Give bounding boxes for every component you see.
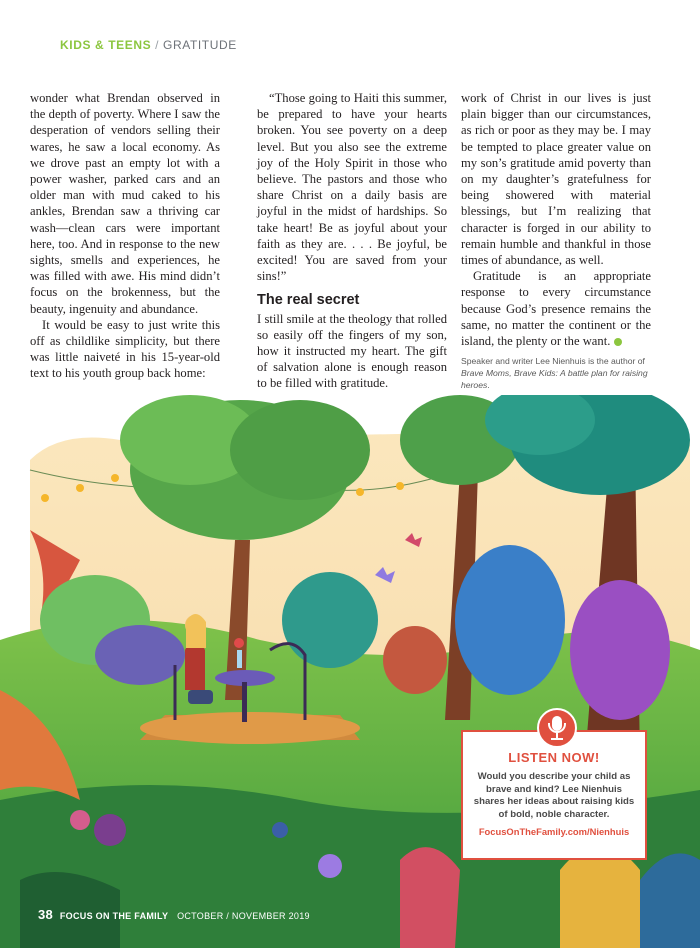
callout-heading: LISTEN NOW! [508, 750, 600, 765]
paragraph: work of Christ in our lives is just plain bigger than our circumstances, as rich or poor as they may be. I may be tempted to place greater value on my son’s gratitude amid poverty than on my daughter’s gratefulness for being showered with material blessings, but I’m realizing that character is forged in our ability to remain humble and thankful in those times of abundance, as well. [461, 91, 651, 268]
callout-body: Would you describe your child as brave and kind? Lee Nienhuis shares her ideas about raising kids of bold, noble character. [473, 771, 635, 820]
end-mark-icon [614, 338, 622, 346]
bio-lead: Speaker and writer Lee Nienhuis is the author of [461, 356, 645, 367]
listen-now-callout[interactable] [461, 730, 647, 860]
author-bio [461, 355, 651, 391]
closing-paragraph-text: Gratitude is an appropriate response to every circumstance because God’s presence remains the same, no matter the continent or the island, the plenty or the want. [461, 269, 651, 349]
paragraph: wonder what Brendan observed in the depth of poverty. Where I saw the desperation of vendors selling their wares, he saw a local economy. As we drove past an empty lot with a power washer, parked cars and an older man with mud caked to his ankles, Brendan saw a thriving car wash—clean cars were important here, too. And in response to the new sights, smells and experiences, he was filled with awe. His mind didn’t focus on the brokenness, but the beauty, ingenuity and abundance. [30, 91, 220, 316]
callout-url-link[interactable]: FocusOnTheFamily.com/Nienhuis [478, 826, 630, 837]
page-number: 38 [38, 907, 54, 922]
article-column-3 [461, 90, 651, 391]
article-column-1 [30, 90, 220, 382]
article-column-2 [257, 90, 447, 408]
section-kicker [60, 38, 237, 52]
magazine-name: FOCUS ON THE FAMILY [59, 911, 169, 921]
paragraph: It would be easy to just write this off as childlike simplicity, but there was little naiveté in his 15-year-old text to his youth group back home: [30, 317, 220, 381]
paragraph: I still smile at the theology that rolled so easily off the fingers of my son, how it instructed my heart. The gift of salvation alone is enough reason to be filled with gratitude. [257, 311, 447, 391]
bio-end: . [487, 380, 490, 391]
subheading: The real secret [257, 292, 360, 309]
page-footer [38, 907, 310, 922]
issue-date: OCTOBER / NOVEMBER 2019 [177, 911, 310, 921]
topic-label: GRATITUDE [163, 38, 237, 52]
section-label: KIDS & TEENS [60, 38, 152, 52]
kicker-separator: / [155, 38, 160, 52]
microphone-icon [537, 708, 577, 748]
book-title: Brave Moms, Brave Kids: A battle plan for raising heroes [461, 368, 648, 391]
paragraph [461, 268, 651, 349]
garden-illustration [0, 395, 700, 948]
quote-paragraph: “Those going to Haiti this summer, be prepared to have your hearts broken. You see poverty on a deep level. But you also see the extreme joy of the Holy Spirit in those who believe. The pastors and those who share Christ on a daily basis are joyful in the midst of hardships. So take heart! Be as joyful about your faith as they are. . . . Be joyful, be excited! You are saved from your sins!” [257, 91, 447, 284]
